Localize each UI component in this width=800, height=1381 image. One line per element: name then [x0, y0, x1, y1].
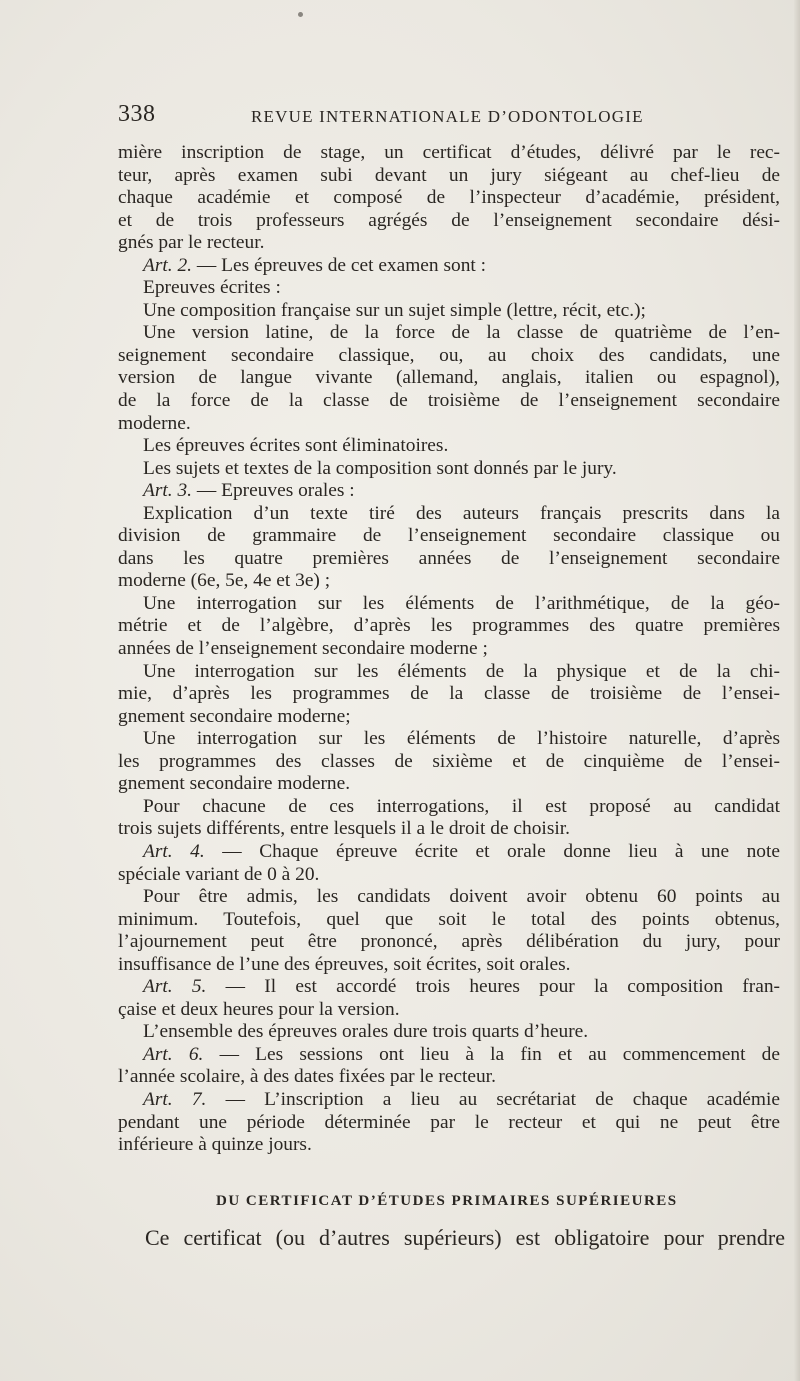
article-number: Art. 7.: [143, 1088, 207, 1110]
text-line: teur, après examen subi devant un jury siégeant au chef-lieu de: [118, 164, 780, 186]
text-line: mie, d’après les programmes de la classe de troisième de l’ensei-: [118, 683, 780, 705]
text-line: Art. 6. — Les sessions ont lieu à la fin et au commencement de: [143, 1043, 780, 1065]
text-line: gnement secondaire moderne.: [118, 773, 351, 795]
text-line: Une interrogation sur les éléments de l’arithmétique, de la géo-: [143, 592, 780, 614]
text-line: version de langue vivante (allemand, anglais, italien ou espagnol),: [118, 367, 780, 389]
article-number: Art. 3.: [143, 480, 193, 502]
article-number: Art. 5.: [143, 976, 207, 998]
text-line: minimum. Toutefois, quel que soit le total des points obtenus,: [118, 908, 780, 930]
text-line: Les sujets et textes de la composition sont donnés par le jury.: [143, 457, 617, 479]
text-line: Art. 2. — Les épreuves de cet examen sont :: [143, 254, 487, 276]
tail-line: Ce certificat (ou d’autres supérieurs) est obligatoire pour prendre: [145, 1225, 785, 1250]
text-line: inférieure à quinze jours.: [118, 1134, 312, 1156]
text-line: chaque académie et composé de l’inspecteur d’académie, président,: [118, 187, 780, 209]
text-line: gnés par le recteur.: [118, 232, 265, 254]
body-text: [118, 142, 780, 1157]
page-edge-shadow: [794, 0, 800, 1381]
article-number: Art. 4.: [143, 840, 205, 862]
text-line: Une interrogation sur les éléments de l’histoire naturelle, d’après: [143, 728, 780, 750]
text-line: gnement secondaire moderne;: [118, 705, 351, 727]
text-line: Explication d’un texte tiré des auteurs français prescrits dans la: [143, 502, 780, 524]
text-line: trois sujets différents, entre lesquels il a le droit de choisir.: [118, 818, 570, 840]
text-line: spéciale variant de 0 à 20.: [118, 863, 320, 885]
text-line: l’année scolaire, à des dates fixées par le recteur.: [118, 1066, 496, 1088]
text-line: seignement secondaire classique, ou, au choix des candidats, une: [118, 344, 780, 366]
text-line: Les épreuves écrites sont éliminatoires.: [143, 435, 449, 457]
article-number: Art. 2.: [143, 254, 193, 276]
text-line: les programmes des classes de sixième et de cinquième de l’ensei-: [118, 750, 780, 772]
text-line: pendant une période déterminée par le recteur et qui ne peut être: [118, 1111, 780, 1133]
article-number: Art. 6.: [143, 1043, 204, 1065]
text-line: moderne.: [118, 412, 191, 434]
text-line: de la force de la classe de troisième de l’enseignement secondaire: [118, 390, 780, 412]
page-header: [118, 101, 778, 131]
text-line: Art. 4. — Chaque épreuve écrite et orale donne lieu à une note: [143, 840, 780, 862]
text-line: division de grammaire de l’enseignement secondaire classique ou: [118, 525, 780, 547]
text-line: Pour être admis, les candidats doivent avoir obtenu 60 points au: [143, 886, 780, 908]
text-line: Art. 7. — L’inscription a lieu au secrétariat de chaque académie: [143, 1088, 780, 1110]
text-line: çaise et deux heures pour la version.: [118, 998, 400, 1020]
text-line: années de l’enseignement secondaire moderne ;: [118, 638, 488, 660]
text-line: et de trois professeurs agrégés de l’enseignement secondaire dési-: [118, 209, 780, 231]
text-line: dans les quatre premières années de l’enseignement secondaire: [118, 547, 780, 569]
text-line: Une interrogation sur les éléments de la physique et de la chi-: [143, 660, 780, 682]
text-line: l’ajournement peut être prononcé, après délibération du jury, pour: [118, 931, 780, 953]
page-number: 338: [118, 101, 156, 127]
text-line: métrie et de l’algèbre, d’après les programmes des quatre premières: [118, 615, 780, 637]
text-line: L’ensemble des épreuves orales dure trois quarts d’heure.: [143, 1021, 589, 1043]
text-line: moderne (6e, 5e, 4e et 3e) ;: [118, 570, 331, 592]
running-title: REVUE INTERNATIONALE D’ODONTOLOGIE: [251, 107, 644, 126]
text-line: Une version latine, de la force de la classe de quatrième de l’en-: [143, 322, 780, 344]
ink-speck: [298, 12, 303, 17]
text-line: Art. 3. — Epreuves orales :: [143, 480, 355, 502]
text-line: Une composition française sur un sujet simple (lettre, récit, etc.);: [143, 299, 646, 321]
text-line: mière inscription de stage, un certificat d’études, délivré par le rec-: [118, 142, 780, 163]
section-heading: DU CERTIFICAT D’ÉTUDES PRIMAIRES SUPÉRIEURES: [216, 1193, 678, 1209]
text-line: insuffisance de l’une des épreuves, soit écrites, soit orales.: [118, 953, 571, 975]
text-line: Pour chacune de ces interrogations, il est proposé au candidat: [143, 795, 780, 817]
text-line: Art. 5. — Il est accordé trois heures pour la composition fran-: [143, 976, 780, 998]
text-line: Epreuves écrites :: [143, 277, 281, 299]
